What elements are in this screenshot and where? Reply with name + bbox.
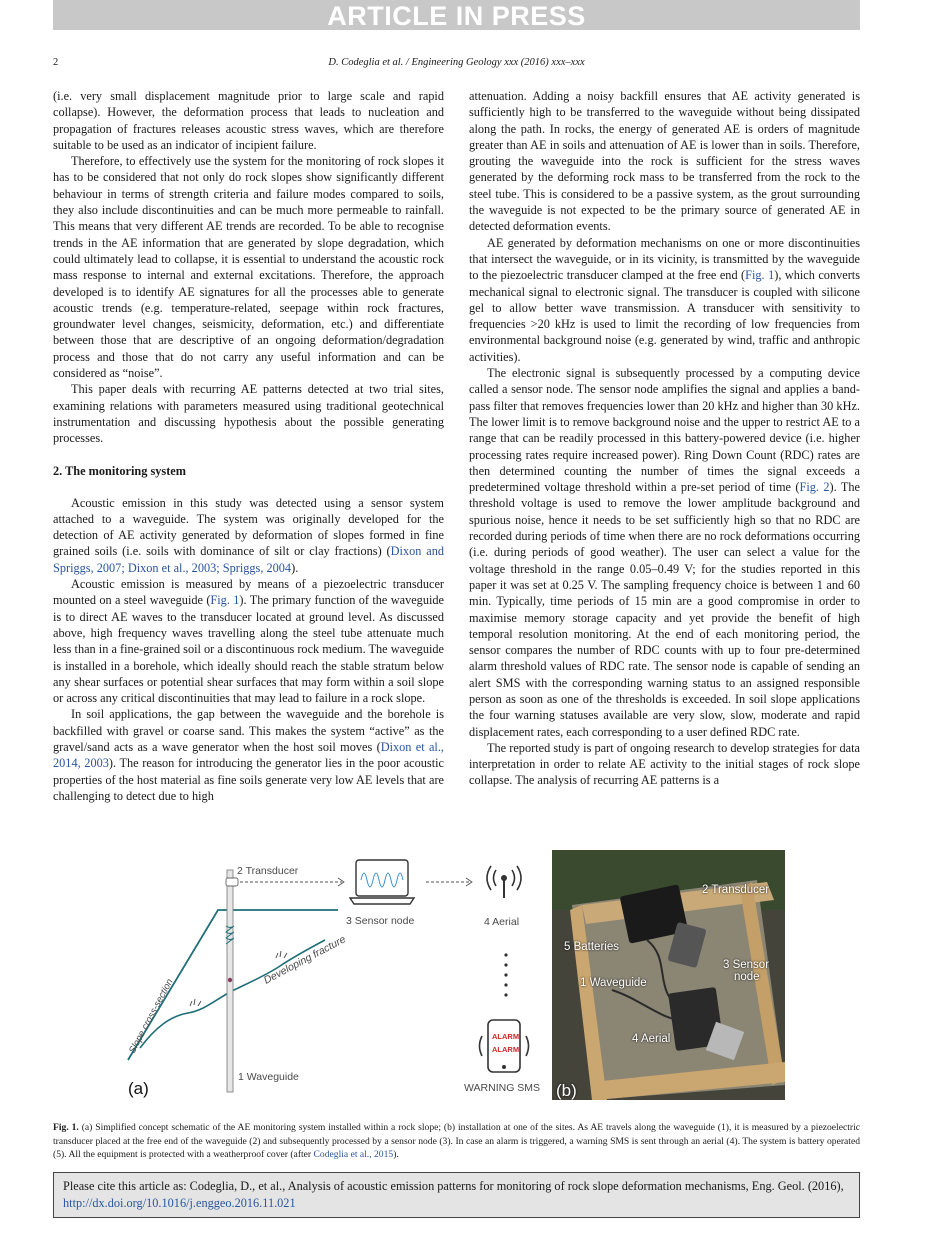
citation-link[interactable]: Codeglia et al., 2015 xyxy=(313,1149,394,1160)
running-head: D. Codeglia et al. / Engineering Geology xxx (2016) xxx–xxx xyxy=(328,57,585,68)
article-in-press-banner: ARTICLE IN PRESS xyxy=(53,0,860,30)
page-number: 2 xyxy=(53,57,59,68)
panel-label-b: (b) xyxy=(556,1081,577,1100)
citation-box: Please cite this article as: Codeglia, D., et al., Analysis of acoustic emission patterns for monitoring of rock slope deformation mechanisms, Eng. Geol. (2016), http://dx.doi.org/10.1016/j.enggeo.2016.11.021 xyxy=(53,1172,860,1218)
figure-link[interactable]: Fig. 1 xyxy=(745,268,775,283)
photo-label-batteries: 5 Batteries xyxy=(564,941,619,953)
citation-link[interactable]: Dixon and Spriggs, 2007; Dixon et al., 2003; Spriggs, 2004 xyxy=(53,544,445,575)
left-column xyxy=(53,88,444,804)
panel-label-a: (a) xyxy=(128,1079,149,1098)
figure-link[interactable]: Fig. 1 xyxy=(210,593,240,608)
alarm-text: ALARM xyxy=(492,1045,520,1054)
label-slope-cross-section: Slope cross-section xyxy=(126,977,176,1056)
paragraph: (i.e. very small displacement magnitude prior to large scale and rapid collapse). However, the deformation process that leads to nucleation and propagation of fractures releases acoustic stress waves, which are therefore suitable to be used as an indicator of incipient failure. xyxy=(53,89,444,152)
right-column xyxy=(469,88,860,789)
label-sensor-node: 3 Sensor node xyxy=(346,915,415,927)
aerial-icon xyxy=(487,866,521,898)
label-aerial: 4 Aerial xyxy=(484,916,520,928)
figure-link[interactable]: Fig. 2 xyxy=(799,480,830,495)
paragraph: Therefore, to effectively use the system for the monitoring of rock slopes it has to be considered that not only do rock slopes show significantly different behaviour in terms of strength criteria and failure modes compared to soils, they also include discontinuities and can be much more permeable to rainfall. This means that very different AE trends are recorded. To be able to recognise trends in the AE information that are generated by slope degradation, which could ultimately lead to collapse, it is essential to understand the acoustic rock mass response to internal and external excitations. Therefore, the approach developed is to identify AE signatures for all the processes able to generate acoustic trends (e.g. temperature-related, seepage within rock fractures, groundwater level changes, seismicity, deformation, etc.) and differentiate between those that are descriptive of an ongoing deformation/degradation process and those that do not carry any useful information and can be considered as “noise”. xyxy=(53,154,444,381)
fracture-point xyxy=(228,978,232,982)
photo-label-sensor-node: node xyxy=(734,971,760,983)
paragraph: Acoustic emission in this study was detected using a sensor system attached to a waveguide. The system was originally developed for the detection of AE activity generated by deformation of slopes formed in fine grained soils (i.e. soils with dominance of silt or clay fractions) (Dixon and Spriggs, 2007; Dixon et al., 2003; Spriggs, 2004). xyxy=(53,495,445,575)
photo-label-aerial: 4 Aerial xyxy=(632,1033,671,1045)
label-developing-fracture: Developing fracture xyxy=(261,933,348,987)
doi-link[interactable]: http://dx.doi.org/10.1016/j.enggeo.2016.11.021 xyxy=(63,1195,296,1210)
label-warning-sms: WARNING SMS xyxy=(464,1082,541,1094)
paragraph: In soil applications, the gap between the waveguide and the borehole is backfilled with gravel or coarse sand. This makes the system “active” as the gravel/sand acts as a wave generator when the host soil moves (Dixon et al., 2014, 2003). The reason for introducing the generator lies in the poor acoustic properties of the host material as fine soils generate very low AE levels that are challenging to detect due to high xyxy=(53,707,444,803)
crack-icon xyxy=(190,999,201,1006)
sensor-node-icon xyxy=(356,860,408,896)
label-waveguide: 1 Waveguide xyxy=(238,1071,299,1083)
crack-icon xyxy=(276,951,287,958)
paragraph: The reported study is part of ongoing research to develop strategies for data interpretation in order to relate AE activity to the initial stages of rock slope collapse. The analysis of recurring AE patterns is a xyxy=(469,740,860,788)
alarm-text: ALARM xyxy=(492,1032,520,1041)
figure-1 xyxy=(120,848,790,1103)
laptop-base xyxy=(350,898,414,904)
paragraph: attenuation. Adding a noisy backfill ensures that AE activity generated is sufficiently high to be transferred to the waveguide without being dissipated along the path. In rocks, the energy of generated AE is orders of magnitude greater than AE in soils and attenuation of AE is lower than in soils. Therefore, grouting the waveguide into the rock is sufficient for the stress waves generated by the deforming rock mass to be transferred from the rock to the steel tube. This is considered to be a passive system, as the grout surrounding the waveguide is not expected to be the primary source of generated AE in detected deformation events. xyxy=(469,89,860,234)
installation-photo xyxy=(552,850,785,1100)
photo-label-waveguide: 1 Waveguide xyxy=(580,977,647,989)
paragraph: AE generated by deformation mechanisms on one or more discontinuities that intersect the waveguide, or in its vicinity, is transmitted by the waveguide to the piezoelectric transducer clamped at the free end (Fig. 1), which converts mechanical signal to electronic signal. The transducer is coupled with silicone gel to allow better wave transmission. A transducer with sensitivity to frequencies >20 kHz is used to limit the recording of low frequencies from environmental background noise (e.g. generated by wind, traffic and anthropic activities). xyxy=(469,235,860,364)
transducer-icon xyxy=(226,878,238,886)
section-heading: 2. The monitoring system xyxy=(53,463,186,478)
photo-label-transducer: 2 Transducer xyxy=(702,884,770,896)
figure-caption: Fig. 1. (a) Simplified concept schematic of the AE monitoring system installed within a rock slope; (b) installation at one of the sites. As AE travels along the waveguide (1), it is measured by a piezoelectric transducer placed at the free end of the waveguide (2) and subsequently processed by a sensor node (3). In case an alarm is triggered, a warning SMS is sent through an aerial (4). The system is battery operated (5). All the equipment is protected with a weatherproof cover (after Codeglia et al., 2015). xyxy=(53,1122,860,1160)
ellipsis-dots xyxy=(504,953,507,996)
photo-label-sensor-node: 3 Sensor xyxy=(723,959,770,971)
label-transducer: 2 Transducer xyxy=(237,865,299,877)
citation-link[interactable]: Dixon et al., 2014, 2003 xyxy=(53,739,444,771)
schematic-diagram xyxy=(120,848,550,1103)
paragraph: The electronic signal is subsequently processed by a computing device called a sensor node. The sensor node amplifies the signal and applies a band-pass filter that removes frequencies lower than 20 kHz and higher than 30 kHz. The lower limit is to remove background noise and the upper to restrict AE to a range that can be readily processed in this battery-powered device (i.e. higher processing rates require increased power). Ring Down Count (RDC) rates are then determined counting the number of times the signal exceeds a predetermined voltage threshold within a pre-set period of time (Fig. 2). The threshold voltage is used to remove the lower amplitude background and spurious noise, hence it needs to be set sufficiently high so that no RDC are recorded during periods of time when there are no rock deformations occurring (i.e. during periods of good weather). The user can select a value for the voltage threshold in the range 0.05–0.49 V; for the studies reported in this paper it was set at 0.25 V. The sampling frequency choice is between 1 and 60 min. Typically, time periods of 15 min are a good compromise in order to maximise memory storage capacity and yet provide the benefit of high temporal resolution monitoring. At the end of each monitoring period, the sensor compares the number of RDC counts with up to four pre-determined alarm threshold values of RDC rate. The sensor node is capable of sending an alert SMS with the corresponding warning status to an assigned responsible person as soon as one of the thresholds is exceeded. In soil slope applications the four warning statuses available are very slow, slow, moderate and rapid displacement rates, each corresponding to a user defined RDC rate. xyxy=(469,366,861,739)
paragraph: This paper deals with recurring AE patterns detected at two trial sites, examining relations with parameters measured using traditional geotechnical instrumentation and discussing hypothesis about the possible generating processes. xyxy=(53,382,444,446)
paragraph: Acoustic emission is measured by means of a piezoelectric transducer mounted on a steel waveguide (Fig. 1). The primary function of the waveguide is to direct AE waves to the transducer located at ground level. As discussed above, high frequency waves travelling along the steel tube attenuate much less than in a fine-grained soil or a discontinuous rock medium. The waveguide is installed in a borehole, which ideally should reach the stable stratum below any shear surfaces or potential shear surfaces that may form within a soil slope or across any critical discontinuities that may lead to failure in a rock slope. xyxy=(53,577,444,706)
